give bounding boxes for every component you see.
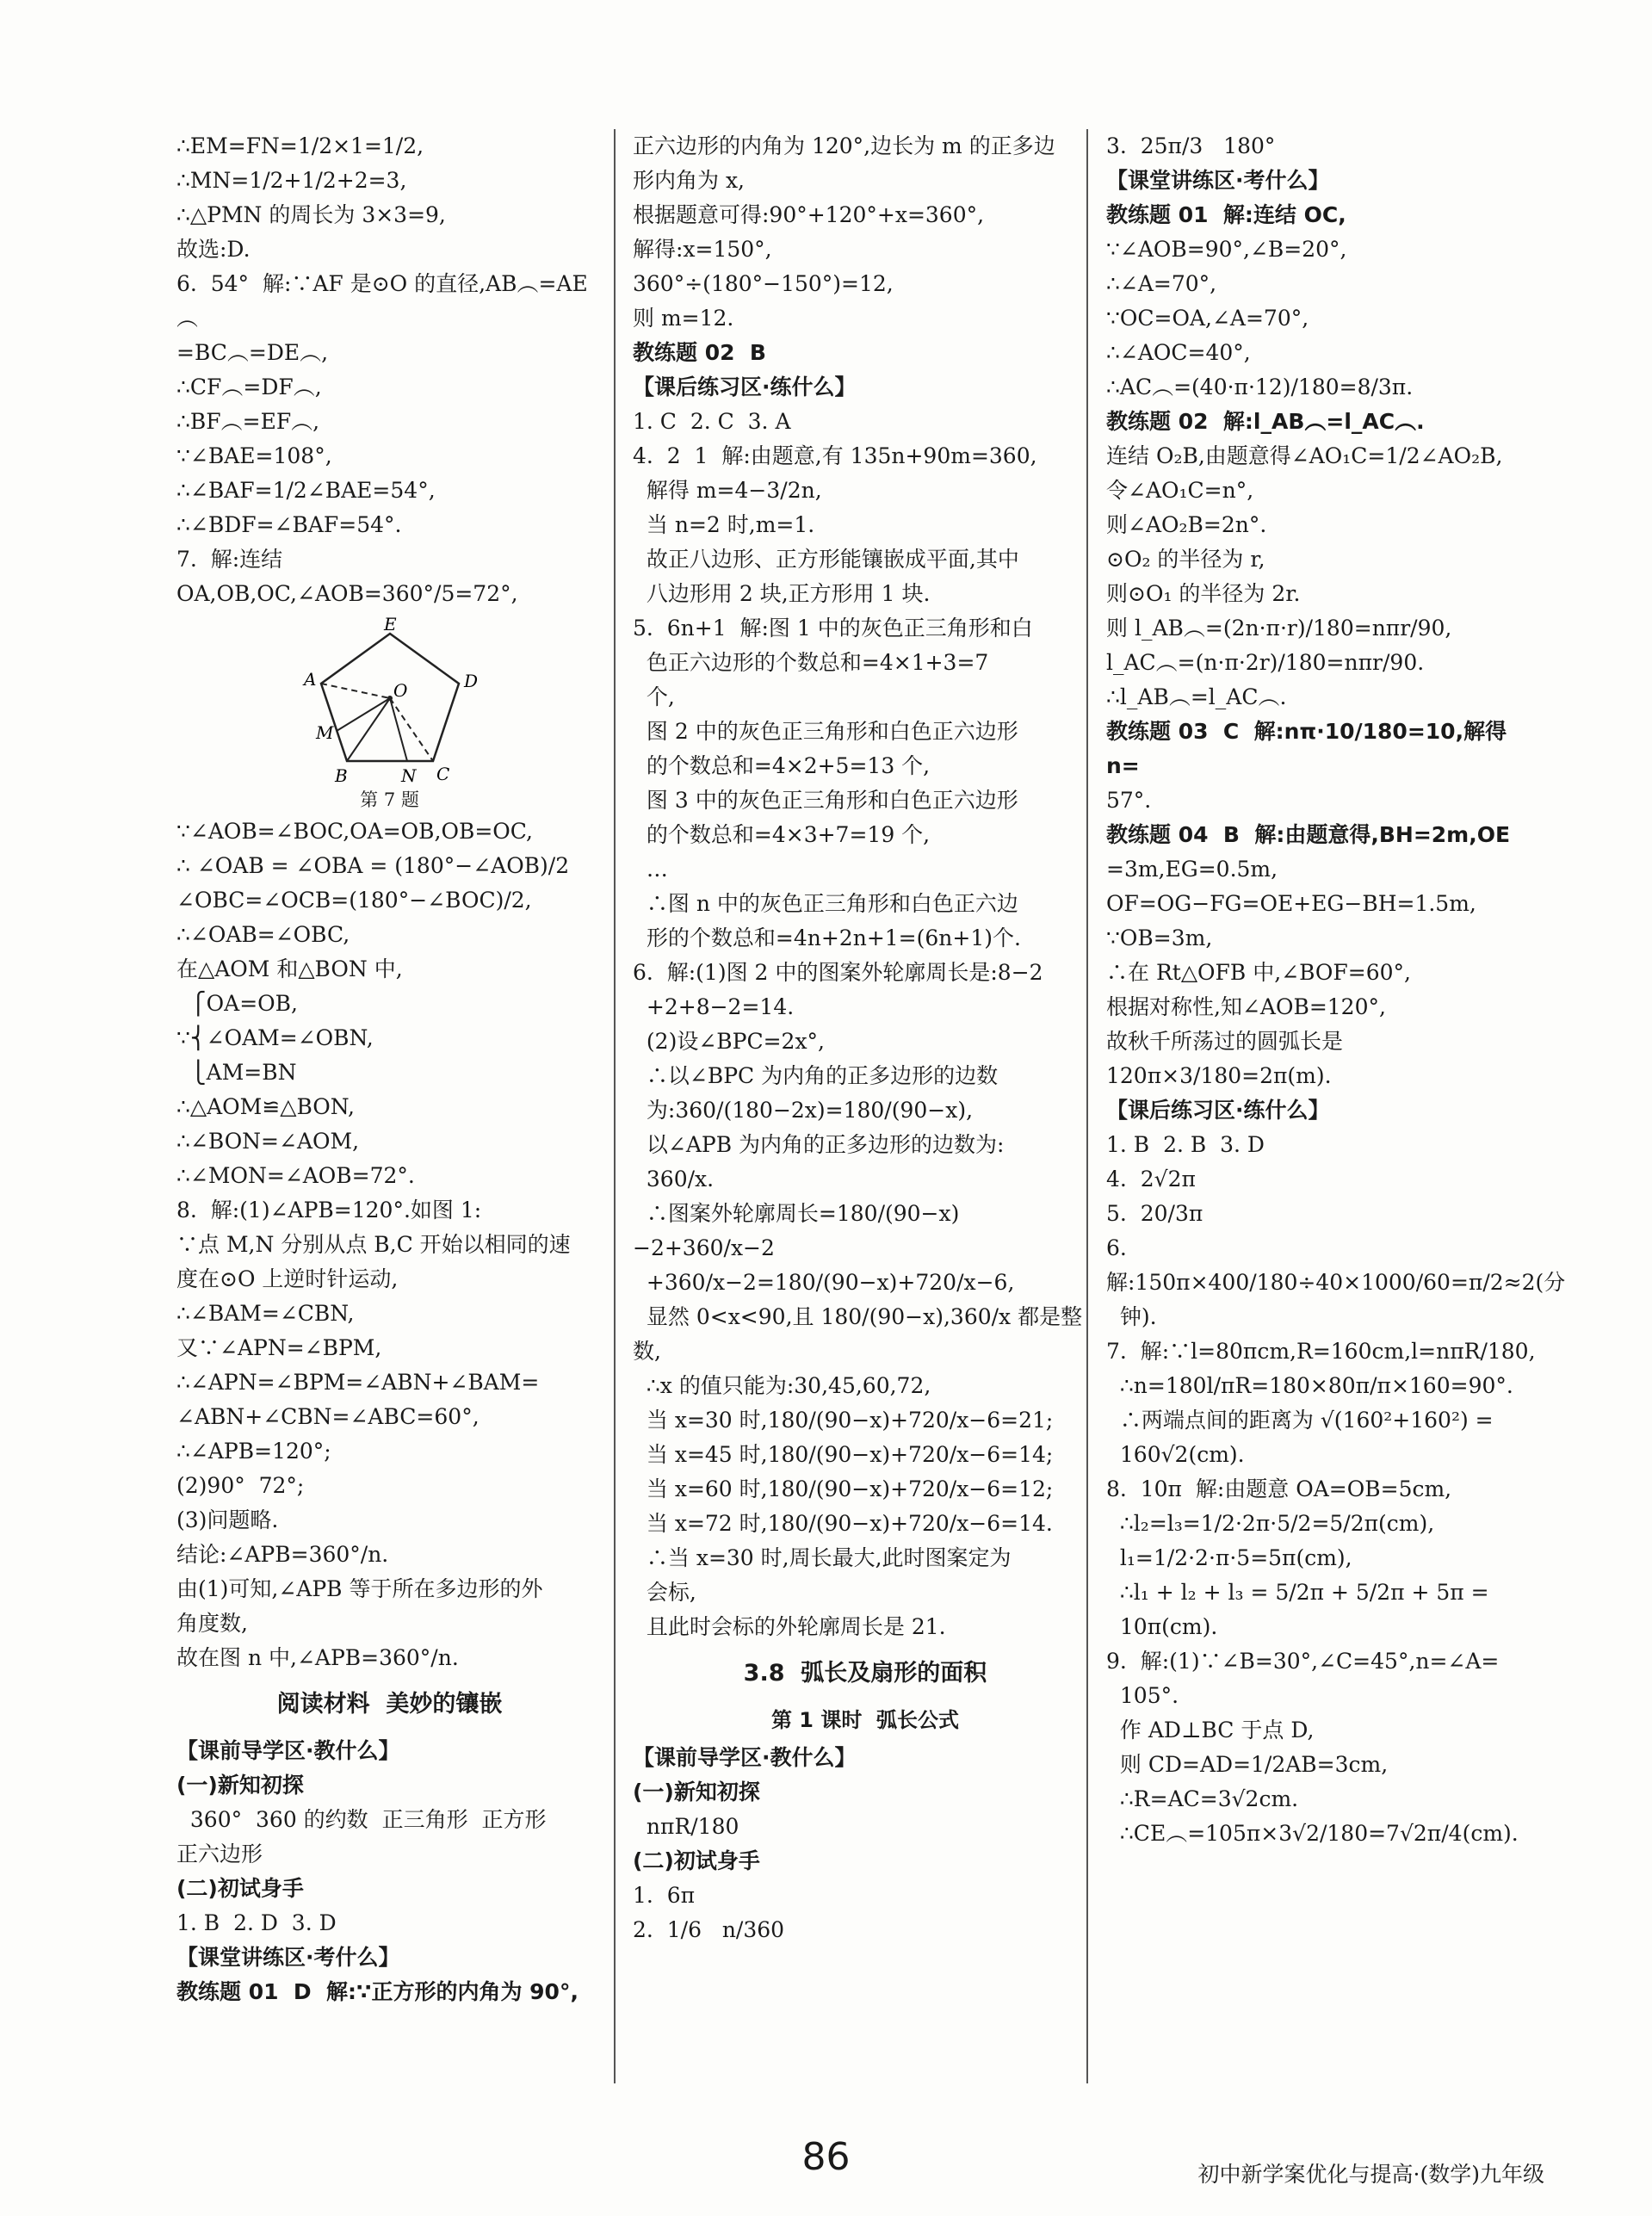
col1-line: (3)问题略. xyxy=(176,1507,279,1532)
col1-line: =BC︵=DE︵, xyxy=(176,340,329,365)
col3-line: 连结 O₂B,由题意得∠AO₁C=1/2∠AO₂B, xyxy=(1106,443,1503,468)
figure-caption: 第 7 题 xyxy=(360,789,419,810)
col1-line: (二)初试身手 xyxy=(176,1876,304,1901)
col3-line: =3m,EG=0.5m, xyxy=(1106,857,1278,882)
col2-line: 当 n=2 时,m=1. xyxy=(633,512,815,537)
col1-line: ∴BF︵=EF︵, xyxy=(176,409,320,434)
col1-line: 【课堂讲练区·考什么】 xyxy=(176,1945,400,1970)
col1-line: 8. 解:(1)∠APB=120°.如图 1: xyxy=(176,1198,482,1223)
col2-line: ∴以∠BPC 为内角的正多边形的边数 xyxy=(633,1063,999,1088)
col1-line: 故在图 n 中,∠APB=360°/n. xyxy=(176,1645,459,1670)
page-number: 86 xyxy=(801,2135,851,2179)
col2-line: … xyxy=(633,857,668,882)
col3-line: 105°. xyxy=(1106,1683,1179,1708)
col2-line: 的个数总和=4×3+7=19 个, xyxy=(633,822,931,847)
col1-line: 正六边形 xyxy=(176,1842,263,1866)
col3-line: 故秋千所荡过的圆弧长是120π×3/180=2π(m). xyxy=(1106,1029,1344,1088)
col2-line: 6. 解:(1)图 2 中的图案外轮廓周长是:8−2 xyxy=(633,960,1043,985)
col2-line: 2. 1/6 n/360 xyxy=(633,1917,785,1942)
col3-line: 5. 20/3π xyxy=(1106,1201,1203,1226)
col3-line: ⊙O₂ 的半径为 r, xyxy=(1106,547,1265,572)
col3-line: ∴CE︵=105π×3√2/180=7√2π/4(cm). xyxy=(1106,1821,1519,1846)
col3-line: l₁=1/2·2·π·5=5π(cm), xyxy=(1106,1545,1352,1570)
col1-line: ∴△PMN 的周长为 3×3=9, xyxy=(176,202,446,227)
col1-line: ∵⎨∠OAM=∠OBN, xyxy=(176,1025,374,1050)
col1-line: ∴CF︵=DF︵, xyxy=(176,374,322,399)
column-divider-left xyxy=(614,129,616,2083)
col3-line: ∴∠A=70°, xyxy=(1106,271,1217,296)
col2-line: 图 2 中的灰色正三角形和白色正六边形 xyxy=(633,719,1018,744)
col2-line: 360°÷(180°−150°)=12, xyxy=(633,271,894,296)
column-3 xyxy=(1106,129,1566,1851)
col3-line: ∴两端点间的距离为 √(160²+160²) = xyxy=(1106,1408,1494,1433)
col1-line: ∴∠BAF=1/2∠BAE=54°, xyxy=(176,478,436,503)
column-1 xyxy=(176,129,603,2009)
col2-line: 3.8 弧长及扇形的面积 xyxy=(743,1660,987,1687)
col2-line: 根据题意可得:90°+120°+x=360°, xyxy=(633,202,985,227)
col3-line: ∴AC︵=(40·π·12)/180=8/3π. xyxy=(1106,374,1414,399)
col1-line: ∴∠OAB=∠OBC, xyxy=(176,922,350,947)
col2-line: 解得 m=4−3/2n, xyxy=(633,478,822,503)
col3-line: ∴在 Rt△OFB 中,∠BOF=60°, xyxy=(1106,960,1411,985)
col3-line: 教练题 01 解:连结 OC, xyxy=(1106,202,1346,227)
col1-line: 360° 360 的约数 正三角形 正方形 xyxy=(176,1807,547,1832)
col3-line: l_AC︵=(n·π·2r)/180=nπr/90. xyxy=(1106,650,1425,675)
label-B: B xyxy=(334,765,348,786)
col2-line: 第 1 课时 弧长公式 xyxy=(770,1708,960,1732)
col1-line: 【课前导学区·教什么】 xyxy=(176,1738,400,1763)
col2-line: ∴当 x=30 时,周长最大,此时图案定为 xyxy=(633,1545,1012,1570)
col3-line: ∵OC=OA,∠A=70°, xyxy=(1106,306,1309,331)
col3-line: 则∠AO₂B=2n°. xyxy=(1106,512,1267,537)
col3-line: 7. 解:∵l=80πcm,R=160cm,l=nπR/180, xyxy=(1106,1339,1536,1364)
col2-line: ∴x 的值只能为:30,45,60,72, xyxy=(633,1373,931,1398)
col2-line: 为:360/(180−2x)=180/(90−x), xyxy=(633,1098,974,1123)
col2-line: 解得:x=150°, xyxy=(633,237,772,262)
col3-line: 10π(cm). xyxy=(1106,1614,1218,1639)
col1-line: 结论:∠APB=360°/n. xyxy=(176,1542,389,1567)
col3-line: OF=OG−FG=OE+EG−BH=1.5m, xyxy=(1106,891,1476,916)
col2-line: 以∠APB 为内角的正多边形的边数为: xyxy=(633,1132,1005,1157)
col1-line: 故选:D. xyxy=(176,237,251,262)
col1-line: ∴∠APN=∠BPM=∠ABN+∠BAM= xyxy=(176,1370,540,1395)
col3-line: 则 CD=AD=1/2AB=3cm, xyxy=(1106,1752,1389,1777)
col2-line: 【课前导学区·教什么】 xyxy=(633,1745,857,1770)
col3-line: ∴l₂=l₃=1/2·2π·5/2=5/2π(cm), xyxy=(1106,1511,1435,1536)
col3-line: 教练题 02 解:l_AB︵=l_AC︵. xyxy=(1106,409,1425,434)
col2-line: (二)初试身手 xyxy=(633,1848,760,1873)
col3-line: 【课堂讲练区·考什么】 xyxy=(1106,168,1330,193)
pentagon-figure xyxy=(176,616,603,811)
col1-line: ∴∠BDF=∠BAF=54°. xyxy=(176,512,402,537)
col3-line: 6. 解:150π×400/180÷40×1000/60=π/2≈2(分 xyxy=(1106,1235,1566,1295)
col2-line: (2)设∠BPC=2x°, xyxy=(633,1029,825,1054)
label-A: A xyxy=(303,669,316,690)
col1-line: ∴∠APB=120°; xyxy=(176,1439,331,1464)
col1-line: (一)新知初探 xyxy=(176,1773,304,1798)
col1-line: 度在⊙O 上逆时针运动, xyxy=(176,1266,399,1291)
label-D: D xyxy=(463,671,478,691)
col2-line: 1. C 2. C 3. A xyxy=(633,409,791,434)
label-C: C xyxy=(436,764,449,784)
col2-line: 当 x=30 时,180/(90−x)+720/x−6=21; xyxy=(633,1408,1054,1433)
pentagon-diagram xyxy=(287,616,493,789)
col2-line: 当 x=72 时,180/(90−x)+720/x−6=14. xyxy=(633,1511,1053,1536)
col3-line: 8. 10π 解:由题意 OA=OB=5cm, xyxy=(1106,1476,1452,1501)
col2-line: 正六边形的内角为 120°,边长为 m 的正多边 xyxy=(633,133,1055,158)
col3-line: 钟). xyxy=(1106,1304,1157,1329)
col1-line: ∴∠BON=∠AOM, xyxy=(176,1129,360,1154)
col2-line: 5. 6n+1 解:图 1 中的灰色正三角形和白 xyxy=(633,616,1033,641)
col1-line: (2)90° 72°; xyxy=(176,1473,305,1498)
col3-line: 令∠AO₁C=n°, xyxy=(1106,478,1254,503)
col2-line: 360/x. xyxy=(633,1167,715,1192)
col1-line: 1. B 2. D 3. D xyxy=(176,1910,337,1935)
col2-line: 教练题 02 B xyxy=(633,340,766,365)
col2-line: +2+8−2=14. xyxy=(633,994,795,1019)
col1-line: 由(1)可知,∠APB 等于所在多边形的外 xyxy=(176,1576,543,1601)
col2-line: 个, xyxy=(633,684,675,709)
col2-line: 当 x=60 时,180/(90−x)+720/x−6=12; xyxy=(633,1476,1054,1501)
col1-line: 在△AOM 和△BON 中, xyxy=(176,956,403,981)
col2-line: 会标, xyxy=(633,1580,696,1605)
col3-line: ∴∠AOC=40°, xyxy=(1106,340,1251,365)
col1-line: ∴∠BAM=∠CBN, xyxy=(176,1301,355,1326)
col1-line: 阅读材料 美妙的镶嵌 xyxy=(276,1691,503,1718)
col1-line: ∵∠BAE=108°, xyxy=(176,443,332,468)
col3-line: 9. 解:(1)∵∠B=30°,∠C=45°,n=∠A= xyxy=(1106,1649,1500,1674)
col3-line: ∴R=AC=3√2cm. xyxy=(1106,1786,1299,1811)
col1-line: ∵点 M,N 分别从点 B,C 开始以相同的速 xyxy=(176,1232,571,1257)
col2-line: ∴图案外轮廓周长=180/(90−x)−2+360/x−2 xyxy=(633,1201,960,1260)
col3-line: 教练题 04 B 解:由题意得,BH=2m,OE xyxy=(1106,822,1511,847)
col2-line: 图 3 中的灰色正三角形和白色正六边形 xyxy=(633,788,1018,813)
col1-line: ∴MN=1/2+1/2+2=3, xyxy=(176,168,407,193)
col3-line: 1. B 2. B 3. D xyxy=(1106,1132,1265,1157)
col2-line: 【课后练习区·练什么】 xyxy=(633,374,857,399)
col2-line: nπR/180 xyxy=(633,1814,739,1839)
col2-line: 形的个数总和=4n+2n+1=(6n+1)个. xyxy=(633,925,1021,950)
label-M: M xyxy=(315,722,333,743)
col2-line: 八边形用 2 块,正方形用 1 块. xyxy=(633,581,931,606)
label-N: N xyxy=(400,765,416,786)
col3-line: ∴n=180l/πR=180×80π/π×160=90°. xyxy=(1106,1373,1513,1398)
col1-line: 7. 解:连结 OA,OB,OC,∠AOB=360°/5=72°, xyxy=(176,547,518,606)
col2-line: 的个数总和=4×2+5=13 个, xyxy=(633,753,931,778)
col3-line: 根据对称性,知∠AOB=120°, xyxy=(1106,994,1386,1019)
col1-line: ∴△AOM≌△BON, xyxy=(176,1094,356,1119)
col2-line: 则 m=12. xyxy=(633,306,734,331)
col2-line: ∴图 n 中的灰色正三角形和白色正六边 xyxy=(633,891,1018,916)
col3-line: ∴l_AB︵=l_AC︵. xyxy=(1106,684,1287,709)
col1-line: ⎧OA=OB, xyxy=(176,991,298,1016)
book-footer: 初中新学案优化与提高·(数学)九年级 xyxy=(1197,2162,1544,2187)
label-O: O xyxy=(393,680,407,701)
col3-line: 则⊙O₁ 的半径为 2r. xyxy=(1106,581,1301,606)
col1-line: ∴∠MON=∠AOB=72°. xyxy=(176,1163,415,1188)
col3-line: 3. 25π/3 180° xyxy=(1106,133,1276,158)
col1-line: 又∵∠APN=∠BPM, xyxy=(176,1335,382,1360)
col3-line: ∵∠AOB=90°,∠B=20°, xyxy=(1106,237,1347,262)
col1-line: 6. 54° 解:∵AF 是⊙O 的直径,AB︵=AE︵ xyxy=(176,271,588,331)
col1-line: ∴ ∠OAB = ∠OBA = (180°−∠AOB)/2 xyxy=(176,853,570,878)
col1-line: 角度数, xyxy=(176,1611,248,1636)
col2-line: 4. 2 1 解:由题意,有 135n+90m=360, xyxy=(633,443,1037,468)
col1-line: ⎩AM=BN xyxy=(176,1060,297,1085)
col3-line: 【课后练习区·练什么】 xyxy=(1106,1098,1330,1123)
col2-line: 色正六边形的个数总和=4×1+3=7 xyxy=(633,650,989,675)
label-E: E xyxy=(383,616,397,634)
col3-line: 160√2(cm). xyxy=(1106,1442,1245,1467)
col3-line: 教练题 03 C 解:nπ·10/180=10,解得 n= xyxy=(1106,719,1514,778)
col3-line: ∴l₁ + l₂ + l₃ = 5/2π + 5/2π + 5π = xyxy=(1106,1580,1489,1605)
col2-line: +360/x−2=180/(90−x)+720/x−6, xyxy=(633,1270,1015,1295)
col2-line: 故正八边形、正方形能镶嵌成平面,其中 xyxy=(633,547,1019,572)
col2-line: (一)新知初探 xyxy=(633,1780,760,1804)
col1-line: ∴EM=FN=1/2×1=1/2, xyxy=(176,133,424,158)
col1-line: 教练题 01 D 解:∵正方形的内角为 90°, xyxy=(176,1979,579,2004)
col1-line: ∠OBC=∠OCB=(180°−∠BOC)/2, xyxy=(176,888,532,913)
col2-line: 当 x=45 时,180/(90−x)+720/x−6=14; xyxy=(633,1442,1054,1467)
col2-line: 显然 0<x<90,且 180/(90−x),360/x 都是整数, xyxy=(633,1304,1083,1364)
col2-line: 形内角为 x, xyxy=(633,168,745,193)
col3-line: ∵OB=3m, xyxy=(1106,925,1213,950)
col1-line: ∵∠AOB=∠BOC,OA=OB,OB=OC, xyxy=(176,819,533,844)
col3-line: 作 AD⊥BC 于点 D, xyxy=(1106,1718,1315,1742)
col2-line: 1. 6π xyxy=(633,1883,696,1908)
column-2 xyxy=(633,129,1098,1947)
col3-line: 57°. xyxy=(1106,788,1152,813)
col1-line: ∠ABN+∠CBN=∠ABC=60°, xyxy=(176,1404,480,1429)
col2-line: 且此时会标的外轮廓周长是 21. xyxy=(633,1614,946,1639)
col3-line: 则 l_AB︵=(2n·π·r)/180=nπr/90, xyxy=(1106,616,1452,641)
col3-line: 4. 2√2π xyxy=(1106,1167,1196,1192)
